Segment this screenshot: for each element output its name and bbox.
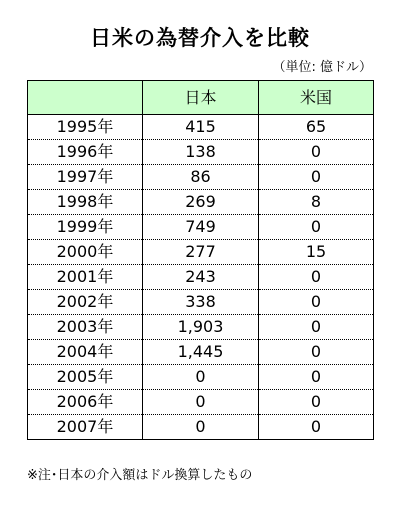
japan-value-cell: 0 [143,390,259,415]
japan-value-cell: 749 [143,215,259,240]
us-value-cell: 0 [259,365,374,390]
year-cell: 2005年 [28,365,143,390]
us-value-cell: 0 [259,140,374,165]
japan-value-cell: 1,445 [143,340,259,365]
us-value-cell: 0 [259,415,374,440]
year-cell: 1998年 [28,190,143,215]
table-row [28,140,374,165]
year-cell: 2000年 [28,240,143,265]
footnote: ※注･日本の介入額はドル換算したもの [27,468,253,483]
year-cell: 2002年 [28,290,143,315]
year-cell: 2006年 [28,390,143,415]
table-row [28,265,374,290]
year-cell: 2001年 [28,265,143,290]
japan-value-cell: 338 [143,290,259,315]
unit-label: （単位: 億ドル） [272,60,372,75]
japan-value-cell: 243 [143,265,259,290]
table-row [28,240,374,265]
us-value-cell: 15 [259,240,374,265]
table-row [28,315,374,340]
table-row [28,340,374,365]
table-header-row [28,81,374,115]
table-row [28,290,374,315]
intervention-table [27,80,374,440]
us-value-cell: 0 [259,165,374,190]
header-cell-japan: 日本 [143,81,259,115]
us-value-cell: 65 [259,115,374,140]
japan-value-cell: 1,903 [143,315,259,340]
japan-value-cell: 86 [143,165,259,190]
table-row [28,390,374,415]
year-cell: 2003年 [28,315,143,340]
japan-value-cell: 0 [143,365,259,390]
us-value-cell: 0 [259,315,374,340]
table-row [28,365,374,390]
year-cell: 1995年 [28,115,143,140]
japan-value-cell: 0 [143,415,259,440]
year-cell: 1997年 [28,165,143,190]
header-cell-blank [28,81,143,115]
us-value-cell: 0 [259,265,374,290]
year-cell: 1996年 [28,140,143,165]
table-row [28,190,374,215]
year-cell: 2007年 [28,415,143,440]
page-title: 日米の為替介入を比較 [90,26,310,50]
us-value-cell: 0 [259,390,374,415]
japan-value-cell: 269 [143,190,259,215]
japan-value-cell: 277 [143,240,259,265]
header-cell-us: 米国 [259,81,374,115]
year-cell: 1999年 [28,215,143,240]
us-value-cell: 0 [259,340,374,365]
japan-value-cell: 415 [143,115,259,140]
us-value-cell: 0 [259,215,374,240]
japan-value-cell: 138 [143,140,259,165]
table-row [28,115,374,140]
table-row [28,415,374,440]
table-row [28,165,374,190]
us-value-cell: 0 [259,290,374,315]
us-value-cell: 8 [259,190,374,215]
table-row [28,215,374,240]
year-cell: 2004年 [28,340,143,365]
